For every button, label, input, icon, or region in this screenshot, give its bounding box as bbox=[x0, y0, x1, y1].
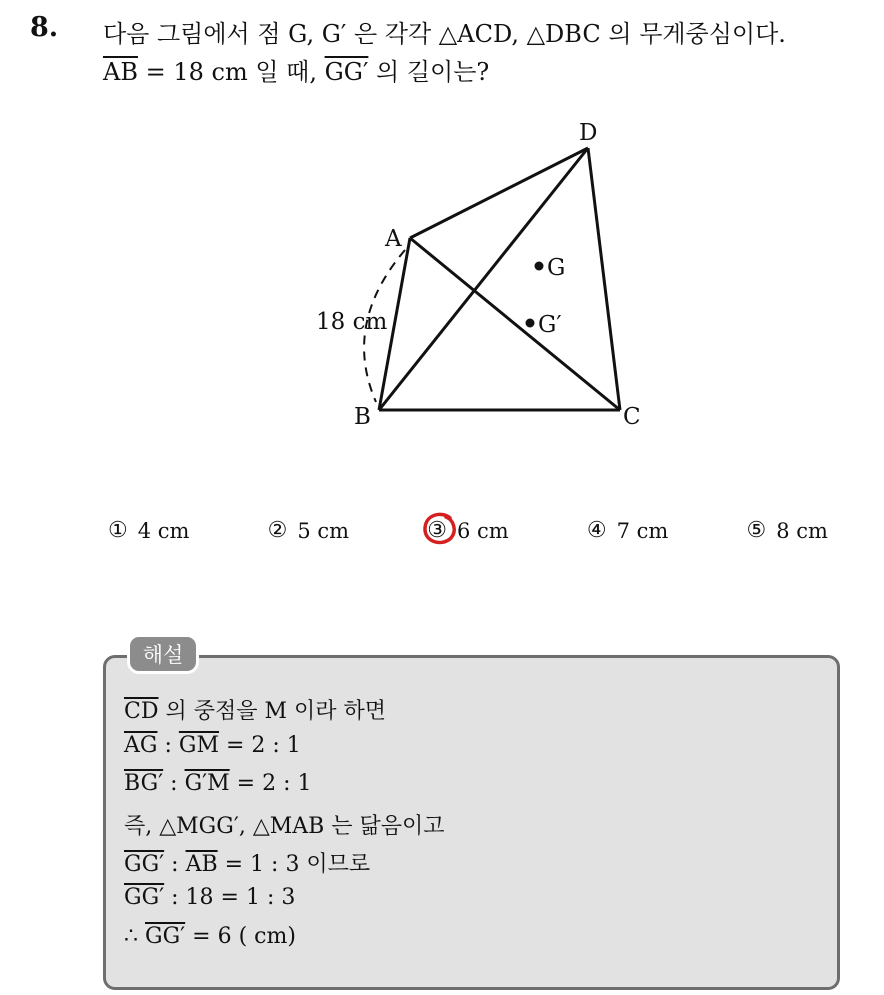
segment: GG′ bbox=[145, 924, 186, 949]
choice-mark: ④ bbox=[586, 518, 607, 543]
segment-ggp: GG′ bbox=[324, 58, 369, 86]
choice-mark: ① bbox=[108, 518, 128, 543]
point-gp bbox=[526, 319, 535, 328]
solution-line-2 bbox=[124, 733, 301, 758]
question-text-end: 의 길이는? bbox=[368, 58, 490, 86]
text: : bbox=[163, 771, 185, 796]
text: = 2 : 1 bbox=[229, 771, 312, 796]
choice-3[interactable] bbox=[427, 518, 508, 543]
text: ∴ bbox=[124, 924, 145, 949]
label-b: B bbox=[354, 404, 371, 430]
segment-ab: $\overline{AB}$ bbox=[103, 58, 138, 86]
solution-line-6 bbox=[124, 885, 295, 910]
segment: $\overline{AB}$ bbox=[185, 852, 218, 877]
label-c: C bbox=[623, 404, 641, 430]
segment: G′M bbox=[184, 771, 230, 796]
solution-line-1 bbox=[124, 694, 386, 725]
point-g bbox=[535, 262, 544, 271]
segment: GG′ bbox=[124, 885, 165, 910]
text: : bbox=[157, 733, 179, 758]
choice-mark: ③ bbox=[427, 518, 447, 543]
solution-line-5 bbox=[124, 847, 370, 878]
text: = 2 : 1 bbox=[218, 733, 301, 758]
length-label: 18 cm bbox=[316, 309, 388, 335]
question-text-mid: = 18 cm 일 때, bbox=[137, 58, 325, 86]
text: : bbox=[164, 852, 186, 877]
choice-value: 8 cm bbox=[776, 518, 828, 543]
text: 즉, △MGG′, △MAB 는 닮음이고 bbox=[124, 814, 445, 839]
choice-value: 4 cm bbox=[137, 518, 190, 543]
label-g: G bbox=[547, 255, 566, 281]
text: = 1 : 3 이므로 bbox=[217, 852, 371, 877]
segment: $\overline{AG}$ bbox=[124, 733, 158, 758]
choice-value: 6 cm bbox=[456, 518, 509, 543]
solution-line-7 bbox=[124, 924, 296, 949]
choice-mark: ② bbox=[267, 518, 288, 543]
text: : 18 = 1 : 3 bbox=[164, 885, 296, 910]
choice-value: 7 cm bbox=[616, 518, 669, 543]
edge-da bbox=[410, 148, 588, 238]
solution-line-4 bbox=[124, 809, 445, 840]
solution-line-3 bbox=[124, 771, 311, 796]
choice-1[interactable] bbox=[108, 518, 189, 543]
question-text-line1: 다음 그림에서 점 G, G′ 은 각각 △ACD, △DBC 의 무게중심이다. bbox=[103, 20, 786, 48]
choice-mark: ⑤ bbox=[746, 518, 767, 543]
text: = 6 ( cm) bbox=[185, 924, 296, 949]
label-gp: G′ bbox=[538, 312, 562, 338]
segment: $\overline{CD}$ bbox=[124, 699, 159, 724]
choice-2[interactable] bbox=[268, 518, 349, 543]
text: 의 중점을 M 이라 하면 bbox=[158, 699, 386, 724]
answer-choices bbox=[108, 518, 828, 543]
solution-tab: 해설 bbox=[127, 634, 199, 674]
segment: GG′ bbox=[124, 852, 165, 877]
question-text-line2 bbox=[103, 52, 489, 87]
diagonal-ac bbox=[410, 238, 620, 410]
edge-cd bbox=[588, 148, 620, 410]
label-a: A bbox=[385, 226, 402, 252]
label-d: D bbox=[579, 120, 598, 146]
question-number: 8. bbox=[30, 12, 59, 43]
segment: $\overline{GM}$ bbox=[178, 733, 219, 758]
choice-value: 5 cm bbox=[297, 518, 350, 543]
segment: BG′ bbox=[124, 771, 164, 796]
choice-5[interactable] bbox=[747, 518, 828, 543]
choice-4[interactable] bbox=[587, 518, 668, 543]
quadrilateral-figure bbox=[290, 110, 670, 440]
